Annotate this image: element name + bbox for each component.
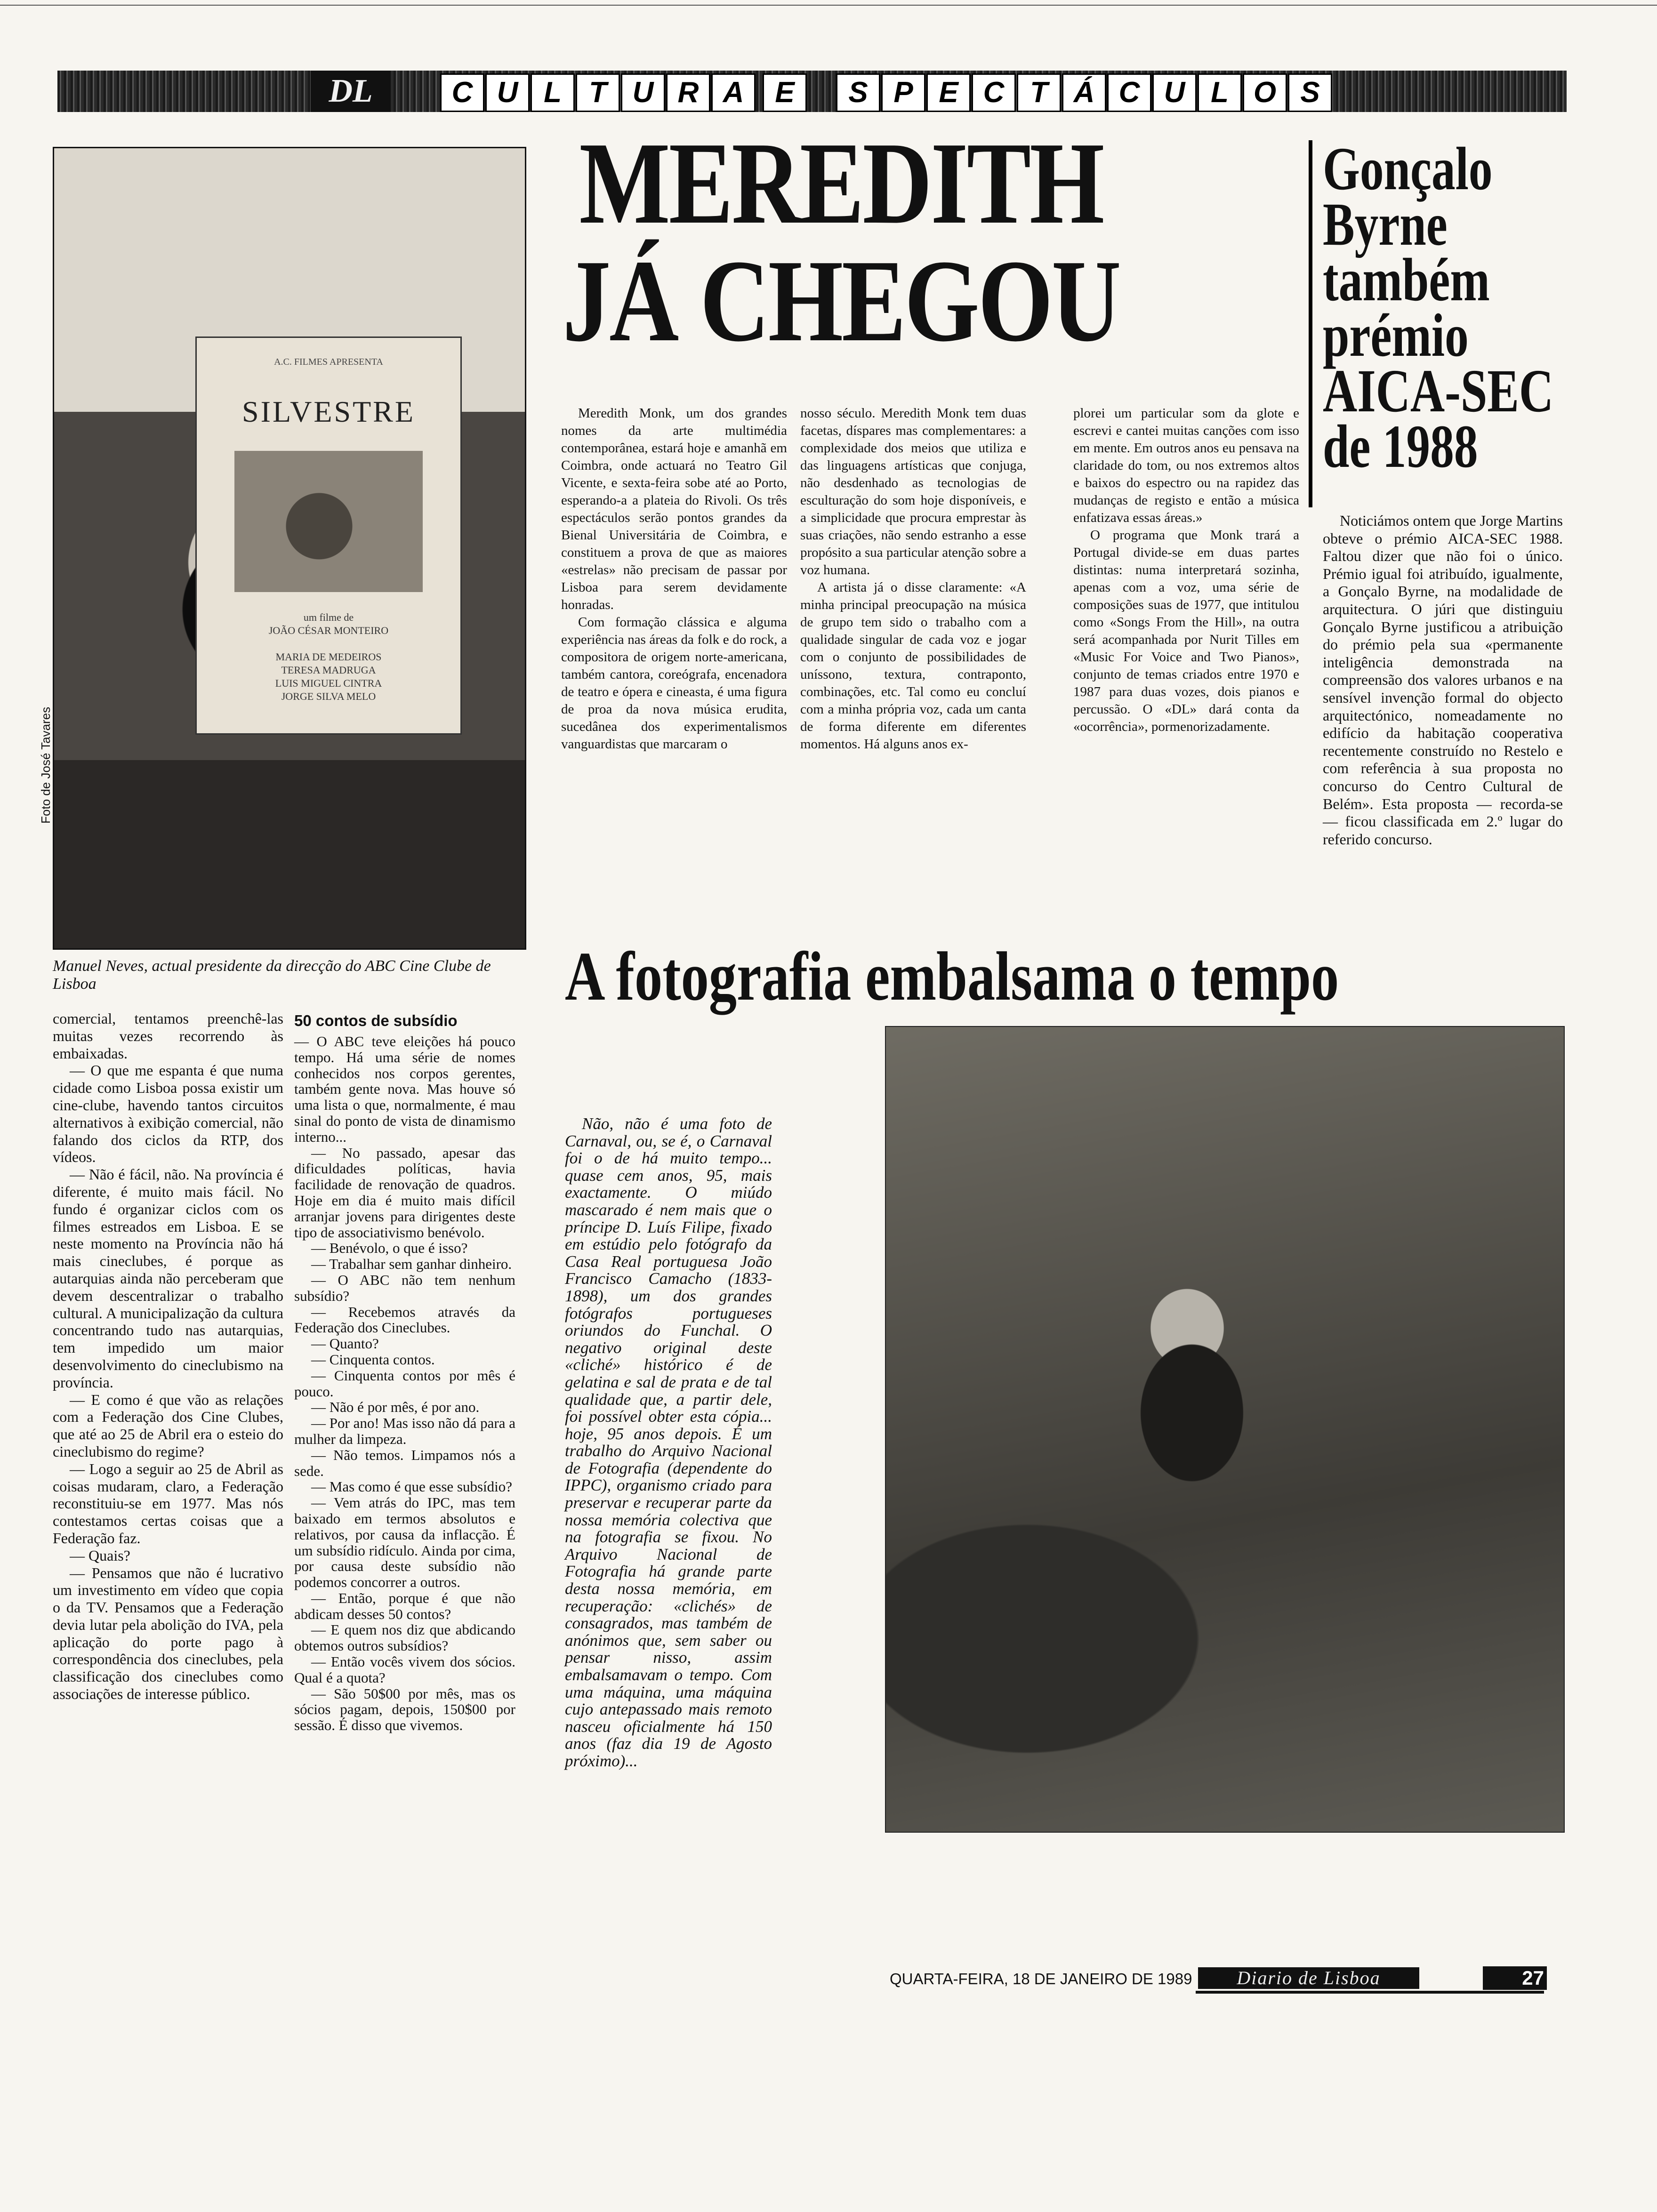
section-title-letter: L [531, 73, 575, 112]
poster-artwork [234, 451, 423, 592]
interview-paragraph: — Então vocês vivem dos sócios. Qual é a quota? [294, 1653, 515, 1686]
headline-line-1: MEREDITH [579, 118, 1103, 248]
sidebar-body [1323, 512, 1563, 848]
section-title-letter: C [440, 73, 484, 112]
interview-paragraph: — Recebemos através da Federação dos Cineclubes. [294, 1303, 515, 1336]
sidebar-headline: Gonçalo Byrne também prémio AICA-SEC de 1988 [1323, 135, 1554, 481]
photo-credit: Foto de José Tavares [39, 706, 53, 824]
article-meredith-col-2 [800, 405, 1026, 753]
section-title-letter: C [972, 73, 1016, 112]
interview-paragraph: — No passado, apesar das dificuldades políticas, havia facilidade de renovação de quadros. Hoje em dia é muito mais difícil arranjar jovens para dirigentes deste tipo de associativismo benévolo. [294, 1144, 515, 1241]
section-title-letter: U [485, 73, 530, 112]
section-banner [57, 71, 1567, 112]
interview-paragraph: — E quem nos diz que abdicando obtemos outros subsídios? [294, 1621, 515, 1654]
paragraph: Não, não é uma foto de Carnaval, ou, se é, o Carnaval foi o de há muito tempo... quase cem anos, 95, mais exactamente. O miúdo mascarado é nem mais que o príncipe D. Luís Filipe, fixado em estúdio pelo fotógrafo da Casa Real portuguesa João Francisco Camacho (1833-1898), um dos grandes fotógrafos portugueses oriundos do Funchal. O negativo original deste «cliché» histórico é de gelatina e sal de prata e de tal qualidade que, a partir dele, foi possível obter esta cópia... hoje, 95 anos depois. É um trabalho do Arquivo Nacional de Fotografia (dependente do IPPC), organismo criado para preservar e recuperar parte da nossa memória colectiva que na fotografia se fixou. No Arquivo Nacional de Fotografia há grande parte desta nossa memória, em recuperação: «clichés» de consagrados, mas também de anónimos que, sem saber ou pensar nisso, assim embalsamavam o tempo. Com uma máquina, uma máquina cujo antepassado mais remoto nasceu oficialmente há 150 anos (faz dia 19 de Agosto próximo)... [565, 1114, 772, 1770]
interview-paragraph: — O ABC teve eleições há pouco tempo. Há uma série de nomes conhecidos nos corpos gerentes, também gente nova. Mas houve só uma lista o que, normalmente, é mau sinal do ponto de vista de dinamismo interno... [294, 1033, 515, 1145]
page-number: 27 [1483, 1966, 1547, 1990]
poster-credits: um filme de JOÃO CÉSAR MONTEIRO MARIA DE MEDEIROS TERESA MADRUGA LUIS MIGUEL CINTRA JORGE SILVA MELO [268, 611, 389, 702]
section-title-letter: T [1017, 73, 1061, 112]
interview-paragraph: — Quais? [70, 1547, 130, 1564]
interview-paragraph: — Cinquenta contos por mês é pouco. [294, 1367, 515, 1400]
section-title-letter: L [1198, 73, 1242, 112]
top-rule [0, 0, 1657, 6]
article-meredith-col-1 [561, 405, 787, 753]
section-title-letter: O [1243, 73, 1287, 112]
portrait-photo [53, 147, 526, 950]
paragraph: plorei um particular som da glote e escrevi e cantei muitas canções com isso em mente. Em outros anos eu pensava na claridade do tom, ou nos extremos altos e baixos do espectro ou na rapidez das mudanças de registo e então a música enfatizava essas áreas.» [1073, 406, 1299, 525]
paragraph: Noticiámos ontem que Jorge Martins obteve o prémio AICA-SEC 1988. Faltou dizer que não foi o único. Prémio igual foi atribuído, igualmente, a Gonçalo Byrne, na modalidade de arquitectura. O júri que distinguiu Gonçalo Byrne justificou a atribuição do prémio pela sua «permanente inteligência demonstrada na compreensão dos valores urbanos e na sensível invenção formal do objecto arquitectónico, nomeadamente no edifício da habitação cooperativa recentemente construído no Restelo e com referência à sua proposta no concurso do Centro Cultural de Belém». Esta proposta — recorda-se — ficou classificada em 2.º lugar do referido concurso. [1323, 512, 1563, 848]
interview-paragraph: — São 50$00 por mês, mas os sócios pagam, depois, 150$00 por sessão. É disso que vivemos. [294, 1685, 515, 1734]
interview-paragraph: — Mas como é que esse subsídio? [311, 1478, 513, 1495]
interview-paragraph: — Quanto? [311, 1335, 379, 1352]
interview-paragraph: comercial, tentamos preenchê-las muitas vezes recorrendo às embaixadas. [53, 1010, 283, 1062]
paragraph: nosso século. Meredith Monk tem duas facetas, díspares mas complementares: a complexidade dos meios que utiliza e das linguagens artísticas que conjuga, não desdenhado as tecnologias de esculturação do som hoje disponíveis, e a simplicidade que procura emprestar às suas criações, não sendo estranho a esse propósito a sua particular atenção sobre a voz humana. [800, 406, 1026, 577]
article-meredith-col-3 [1073, 405, 1299, 736]
section-title-letter: Á [1062, 73, 1106, 112]
footer-date: QUARTA-FEIRA, 18 DE JANEIRO DE 1989 [890, 1970, 1192, 1988]
section-title-letter: E [763, 73, 807, 112]
paragraph: Com formação clássica e alguma experiência nas áreas da folk e do rock, a compositora de origem norte-americana, também cantora, coreógrafa, encenadora de teatro e ópera e cineasta, é uma figura de proa da nova música erudita, sucedânea dos experimentalismos vanguardistas que marcaram o [561, 615, 787, 752]
interview-paragraph: — Trabalhar sem ganhar dinheiro. [311, 1256, 512, 1273]
interview-col-2 [294, 1034, 515, 1733]
section-title-letter: S [1288, 73, 1332, 112]
section-title-letter: C [1107, 73, 1151, 112]
paragraph: Meredith Monk, um dos grandes nomes da arte multimédia contemporânea, estará hoje e amanhã em Coimbra, onde actuará no Teatro Gil Vicente, e sexta-feira sobe até ao Porto, esperando-a a plateia do Rivoli. Os três espectáculos serão pontos grandes da Bienal Universitária de Coimbra, e constituem a prova de que as maiores «estrelas» não precisam de passar por Lisboa para serem devidamente honradas. [561, 406, 787, 612]
interview-col-1 [53, 1010, 283, 1703]
sidebar-rule [1309, 140, 1312, 507]
poster-title: SILVESTRE [242, 395, 415, 428]
headline-meredith [555, 118, 1127, 366]
interview-paragraph: — Então, porque é que não abdicam desses 50 contos? [294, 1589, 515, 1622]
section-title-letter: E [926, 73, 971, 112]
section-title-letter: A [711, 73, 756, 112]
interview-paragraph: — O ABC não tem nenhum subsídio? [294, 1271, 515, 1304]
headline-fotografia: A fotografia embalsama o tempo [565, 938, 1339, 1015]
section-title-letter: R [666, 73, 710, 112]
interview-paragraph: — Cinquenta contos. [311, 1351, 435, 1368]
interview-paragraph: — Não é por mês, é por ano. [311, 1399, 480, 1416]
section-title-letter: U [621, 73, 665, 112]
footer-rule [1196, 1991, 1544, 1994]
film-poster [195, 337, 462, 735]
subhead: 50 contos de subsídio [294, 1012, 458, 1029]
interview-paragraph: — Logo a seguir ao 25 de Abril as coisas mudaram, claro, a Federação reconstituiu-se em 1977. Mas nós contestamos certas coisas que a Federação faz. [53, 1460, 283, 1547]
interview-subhead [294, 1012, 515, 1030]
interview-paragraph: — O que me espanta é que numa cidade como Lisboa possa existir um cine-clube, havendo tantos circuitos alternativos à exibição comercial, não falando dos ciclos da RTP, dos vídeos. [53, 1062, 283, 1166]
interview-paragraph: — Por ano! Mas isso não dá para a mulher da limpeza. [294, 1415, 515, 1447]
section-title-letter: P [881, 73, 925, 112]
section-title-letter: T [576, 73, 620, 112]
interview-paragraph: — Não é fácil, não. Na província é diferente, é muito mais fácil. No fundo é organizar ciclos com os filmes estreados em Lisboa. E se neste momento na Província não há mais cineclubes, é porque as autarquias ainda não perceberam que devem descentralizar o trabalho cultural. A municipalização da cultura concentrando tudo nas autarquias, tem impedido um maior desenvolvimento do cineclubismo na província. [53, 1166, 283, 1391]
interview-paragraph: — Não temos. Limpamos nós a sede. [294, 1446, 515, 1479]
interview-paragraph: — Benévolo, o que é isso? [311, 1240, 468, 1257]
section-title-letter: U [1152, 73, 1197, 112]
photo-caption: Manuel Neves, actual presidente da direcção do ABC Cine Clube de Lisboa [53, 957, 491, 993]
article-fotografia-body [565, 1115, 772, 1770]
paragraph: O programa que Monk trará a Portugal divide-se em duas partes distintas: numa interpretará sozinha, apenas com a voz, uma série de composições suas de 1977, que intitulou como «Songs From the Hill», na outra será acompanhada por Nurit Tilles em «Music For Voice and Two Pianos», conjunto de temas criados entre 1970 e 1987 para duas vozes, dois pianos e percussão. O «DL» dará conta da «ocorrência», pormenorizadamente. [1073, 528, 1299, 734]
paragraph: A artista já o disse claramente: «A minha principal preocupação na música de grupo tem sido o trabalho com a qualidade singular de cada voz e jogar com o conjunto de possibilidades de uníssono, textura, contraponto, combinações, etc. Tal como eu concluí com a minha própria voz, cada um canta de forma diferente em diferentes momentos. Há alguns anos ex- [800, 580, 1026, 752]
poster-top-line: A.C. FILMES APRESENTA [274, 357, 383, 367]
interview-paragraph: — Pensamos que não é lucrativo um investimento em vídeo que copia o da TV. Pensamos que a Federação devia lutar pela abolição do IVA, pela aplicação do porte pago à correspondência dos cineclubes, pela classificação dos cineclubes como associações de interesse público. [53, 1564, 283, 1703]
interview-paragraph: — Vem atrás do IPC, mas tem baixado em termos absolutos e relativos, por causa da inflacção. É um subsídio ridículo. Ainda por cima, por causa deste subsídio não podemos concorrer a outros. [294, 1494, 515, 1591]
footer-masthead: Diario de Lisboa [1198, 1967, 1419, 1989]
interview-paragraph: — E como é que vão as relações com a Federação dos Cine Clubes, que até ao 25 de Abril era o esteio do cineclubismo do regime? [53, 1391, 283, 1460]
prince-photo [885, 1026, 1565, 1833]
section-title-letter: S [836, 73, 880, 112]
headline-line-2: JÁ CHEGOU [563, 236, 1120, 366]
dl-logo: DL [311, 71, 391, 112]
